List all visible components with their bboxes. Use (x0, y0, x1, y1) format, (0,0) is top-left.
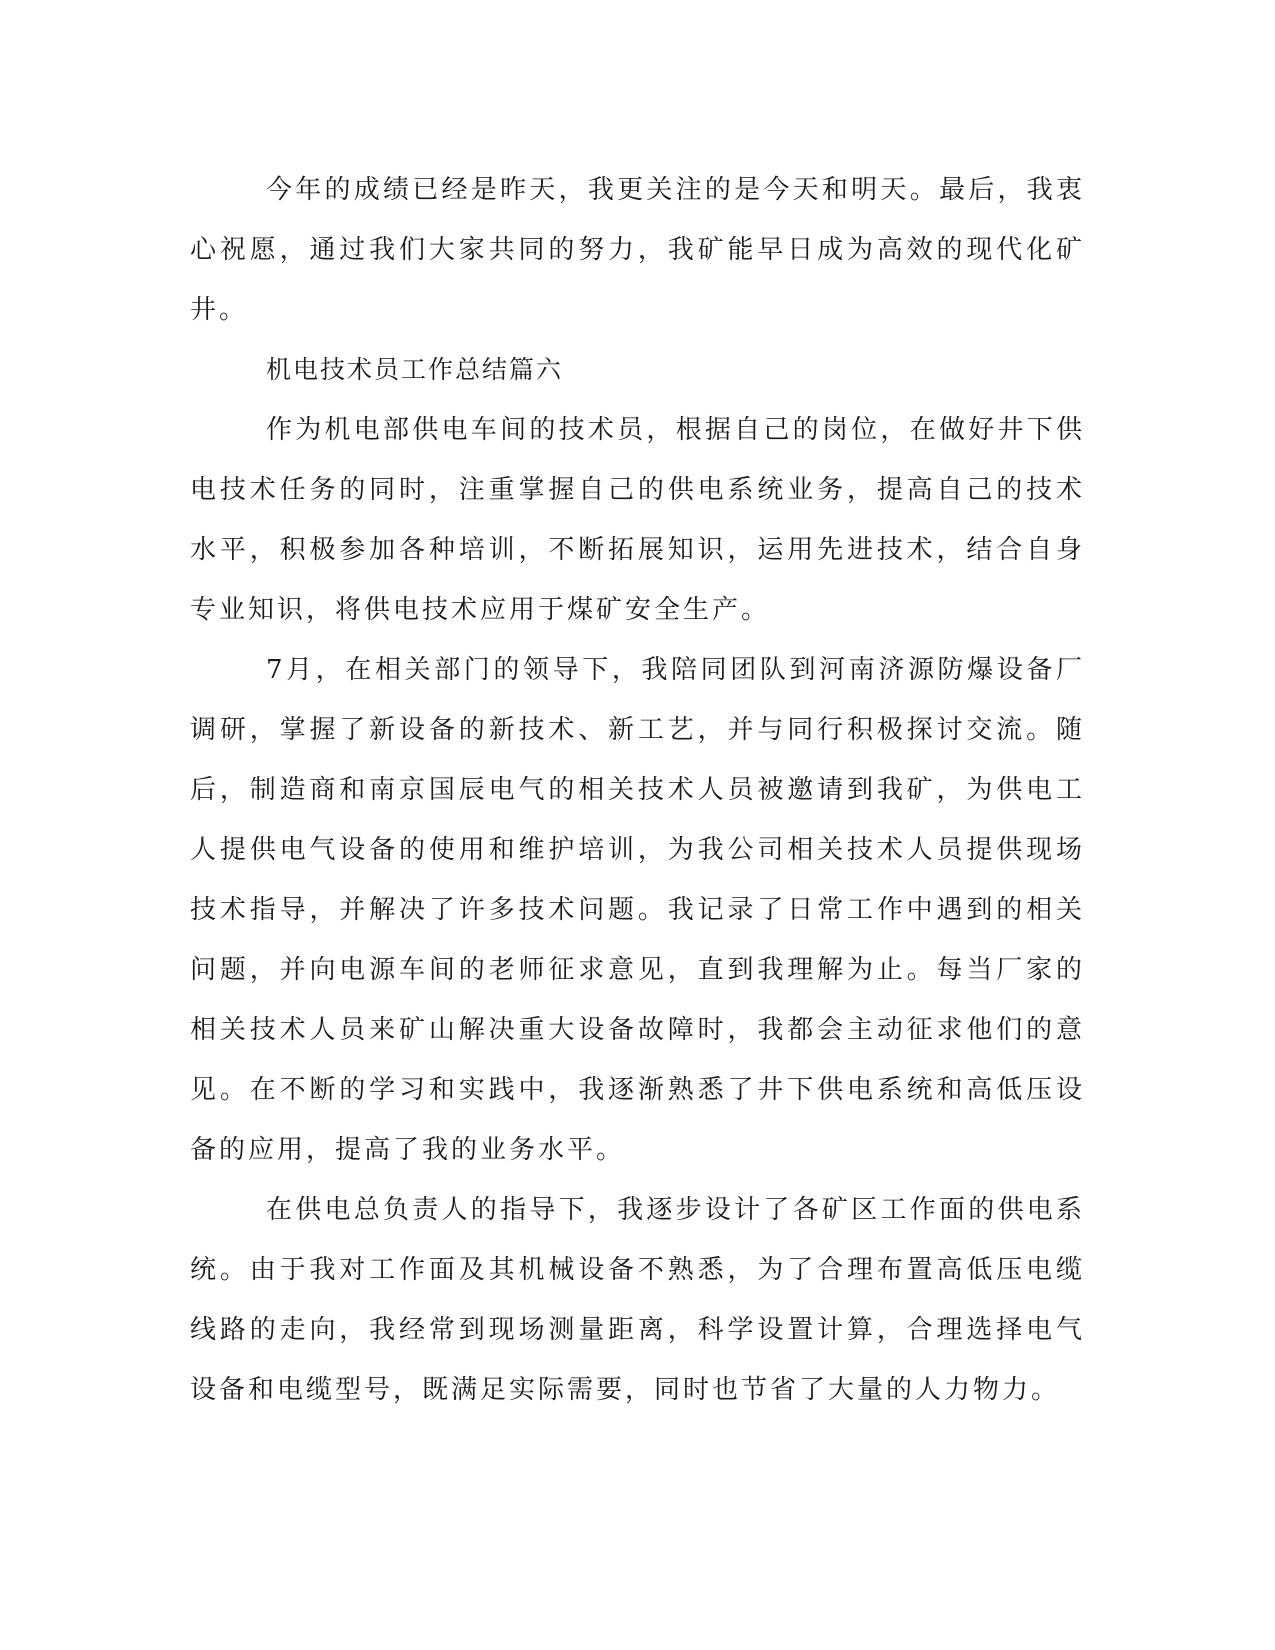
document-body (190, 160, 1085, 1420)
paragraph-design: 在供电总负责人的指导下，我逐步设计了各矿区工作面的供电系统。由于我对工作面及其机械设备不熟悉，为了合理布置高低压电缆线路的走向，我经常到现场测量距离，科学设置计算，合理选择电气设备和电缆型号，既满足实际需要，同时也节省了大量的人力物力。 (190, 1195, 1085, 1405)
section-heading: 机电技术员工作总结篇六 (266, 355, 564, 384)
paragraph-intro: 作为机电部供电车间的技术员，根据自己的岗位，在做好井下供电技术任务的同时，注重掌握自己的供电系统业务，提高自己的技术水平，积极参加各种培训，不断拓展知识，运用先进技术，结合自身专业知识，将供电技术应用于煤矿安全生产。 (190, 415, 1085, 625)
paragraph-closing: 今年的成绩已经是昨天，我更关注的是今天和明天。最后，我衷心祝愿，通过我们大家共同的努力，我矿能早日成为高效的现代化矿井。 (190, 175, 1085, 325)
paragraph-july: 7月，在相关部门的领导下，我陪同团队到河南济源防爆设备厂调研，掌握了新设备的新技术、新工艺，并与同行积极探讨交流。随后，制造商和南京国辰电气的相关技术人员被邀请到我矿，为供电工人提供电气设备的使用和维护培训，为我公司相关技术人员提供现场技术指导，并解决了许多技术问题。我记录了日常工作中遇到的相关问题，并向电源车间的老师征求意见，直到我理解为止。每当厂家的相关技术人员来矿山解决重大设备故障时，我都会主动征求他们的意见。在不断的学习和实践中，我逐渐熟悉了井下供电系统和高低压设备的应用，提高了我的业务水平。 (190, 655, 1085, 1165)
